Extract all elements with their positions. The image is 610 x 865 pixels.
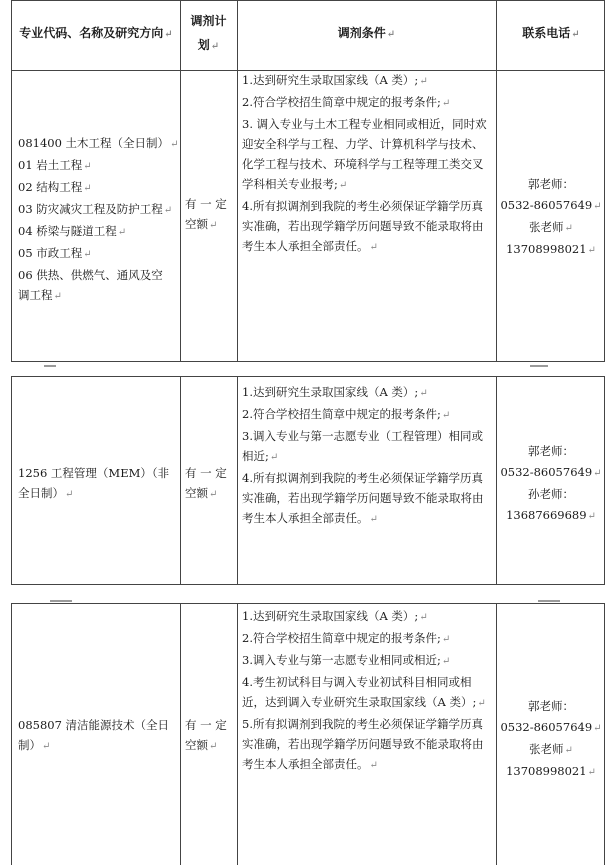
row-3-conditions: 1.达到研究生录取国家线（A 类）;↵ 2.符合学校招生简章中规定的报考条件;↵ 3.调入专业与第一志愿专业相同或相近;↵ 4.考生初试科目与调入专业初试科目相同或相 近，达到调入专业研究生录取国家线（A 类）;↵ 5.所有拟调剂到我院的考生必须保证学籍学历真 实准确，若出现学籍学历问题导致不能录取将由 考生本人承担全部责任。↵ <box>242 609 486 771</box>
page-break-2b <box>538 600 560 602</box>
row-2-major: 1256 工程管理（MEM）（非 全日制）↵ <box>18 466 170 500</box>
header-conditions: 调剂条件↵ <box>337 26 396 40</box>
row-1-conditions: 1.达到研究生录取国家线（A 类）;↵ 2.符合学校招生简章中规定的报考条件;↵ 3. 调入专业与土木工程专业相同或相近，同时欢 迎安全科学与工程、力学、计算机科学与技术、 化学工程与技术、环境科学与工程等理工类交叉 学科相关专业报考;↵ 4.所有拟调剂到我院的考生必须保证学籍学历真 实准确，若出现学籍学历问题导致不能录取将由 考生本人承担全部责任。↵ <box>242 73 487 253</box>
row-3-plan: 有 一 定 空额↵ <box>185 718 227 752</box>
row-2-plan: 有 一 定 空额↵ <box>185 466 227 500</box>
row-1-major: 081400 土木工程（全日制）↵ 01 岩土工程↵ 02 结构工程↵ 03 防灾减灾工程及防护工程↵ 04 桥梁与隧道工程↵ 05 市政工程↵ 06 供热、供燃气、通风及空 调工程↵ <box>18 136 179 302</box>
row-3-contact: 郭老师： 0532-86057649↵ 张老师↵ 13708998021↵ <box>500 699 602 778</box>
table-block-1 <box>11 0 605 362</box>
table-block-2 <box>11 376 605 585</box>
table-block-3 <box>11 603 605 865</box>
page-break-1b <box>530 365 548 367</box>
page-break-1 <box>44 365 56 367</box>
header-contact: 联系电话↵ <box>522 26 580 40</box>
page-break-2 <box>50 600 72 602</box>
row-2-conditions: 1.达到研究生录取国家线（A 类）;↵ 2.符合学校招生简章中规定的报考条件;↵ 3.调入专业与第一志愿专业（工程管理）相同或 相近;↵ 4.所有拟调剂到我院的考生必须保证学籍学历真 实准确，若出现学籍学历问题导致不能录取将由 考生本人承担全部责任。↵ <box>242 385 484 525</box>
row-3-major: 085807 清洁能源技术（全日 制）↵ <box>18 718 170 752</box>
row-1-plan: 有 一 定 空额↵ <box>185 197 227 231</box>
row-1-contact: 郭老师： 0532-86057649↵ 张老师↵ 13708998021↵ <box>500 177 602 256</box>
header-plan: 调剂计 划↵ <box>190 14 227 52</box>
row-2-contact: 郭老师： 0532-86057649↵ 孙老师： 13687669689↵ <box>500 444 602 522</box>
header-major: 专业代码、名称及研究方向↵ <box>19 26 173 40</box>
